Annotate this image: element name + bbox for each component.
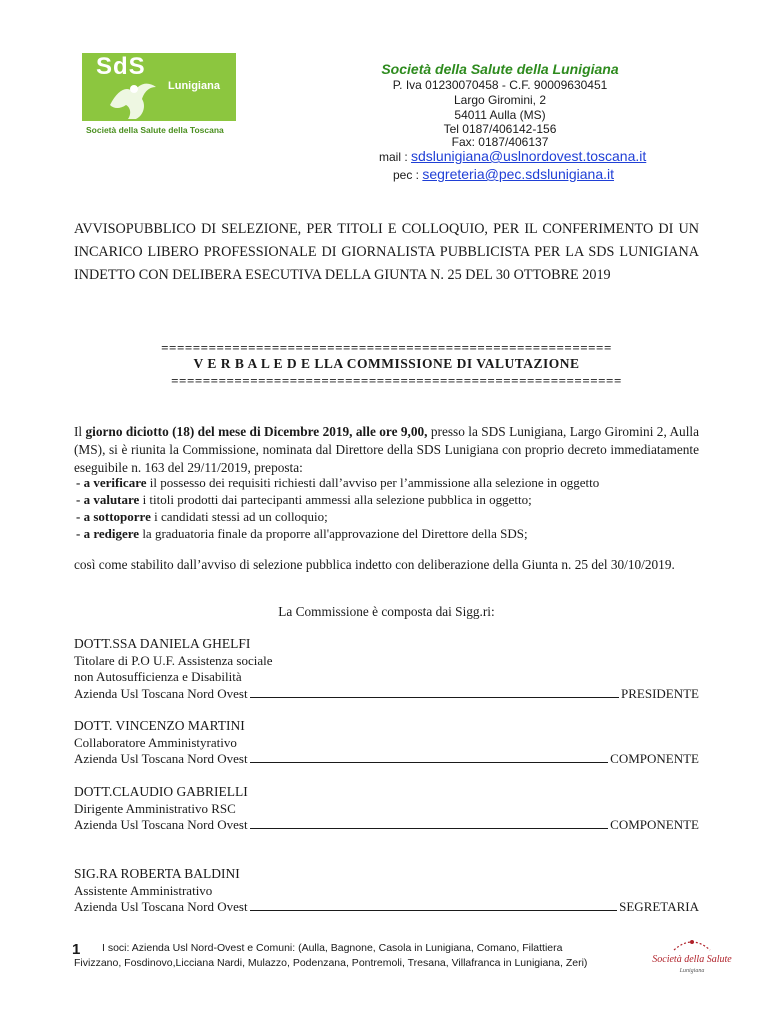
task-verb: - a valutare [76, 492, 140, 507]
member-president [74, 636, 699, 702]
footer-logo-arc-icon [652, 932, 732, 954]
list-item [76, 491, 532, 509]
member-role: non Autosufficienza e Disabilità [74, 669, 242, 684]
list-item [76, 508, 328, 526]
member-role: Assistente Amministrativo [74, 882, 213, 898]
task-text: i candidati stessi ad un colloquio; [150, 509, 328, 524]
member-position: COMPONENTE [610, 751, 699, 766]
member-signature-row [74, 899, 699, 916]
signature-line [250, 900, 618, 911]
task-text: il possesso dei requisiti richiesti dall’avviso per l’ammissione alla selezione in oggetto [146, 475, 600, 490]
mail-label: mail : [379, 150, 408, 164]
separator-bottom: ========================================================= [171, 373, 622, 388]
footer-logo-sub: Lunigiana [679, 968, 705, 974]
stabilito-paragraph: così come stabilito dall’avviso di selezione pubblica indetto con deliberazione della Giunta n. 25 del 30/10/2019. [74, 557, 675, 572]
member-signature-row [74, 817, 699, 834]
mail-row [379, 148, 646, 164]
task-verb: - a redigere [76, 526, 140, 541]
pec-row [393, 166, 614, 182]
member-role: Collaboratore Amministyrativo [74, 734, 237, 750]
member-position: PRESIDENTE [621, 685, 699, 701]
footer-logo [652, 932, 732, 976]
document-title: AVVISOPUBBLICO DI SELEZIONE, PER TITOLI E COLLOQUIO, PER IL CONFERIMENTO DI UN INCARICO LIBERO PROFESSIONALE DI GIORNALISTA PUBBLICISTA PER LA SDS LUNIGIANA INDETTO CON DELIBERA ESECUTIVA DELLA GIUNTA N. 25 DEL 30 OTTOBRE 2019 [74, 221, 699, 283]
signature-line [250, 752, 609, 763]
list-item [76, 525, 528, 543]
intro-date: giorno diciotto (18) del mese di Dicembre 2019, alle ore 9,00, [85, 424, 428, 439]
footer-logo-text: Società della Salute [652, 954, 732, 965]
piva: P. Iva 01230070458 - C.F. 90009630451 [392, 78, 608, 92]
member-name: DOTT.CLAUDIO GABRIELLI [74, 784, 248, 799]
task-verb: - a verificare [76, 475, 147, 490]
signature-line [250, 687, 619, 698]
intro-paragraph [74, 423, 699, 477]
tel: Tel 0187/406142-156 [443, 122, 557, 136]
logo-brand: SdS [96, 53, 146, 80]
address-line-1: Largo Giromini, 2 [453, 93, 547, 107]
list-item [76, 474, 599, 492]
member-signature-row [74, 751, 699, 768]
address-line-2: 54011 Aulla (MS) [454, 108, 546, 122]
logo-region: Lunigiana [168, 80, 220, 92]
page-number: 1 [72, 941, 81, 958]
member-org: Azienda Usl Toscana Nord Ovest [74, 899, 248, 914]
member-role: Titolare di P.O U.F. Assistenza sociale [74, 652, 273, 668]
pec-link[interactable]: segreteria@pec.sdslunigiana.it [422, 166, 615, 182]
separator-top: ========================================================= [161, 340, 612, 355]
intro-rest: presso la SDS Lunigiana, Largo Giromini 2, Aulla (MS), si è riunita la Commissione, nominata dal Direttore della SDS Lunigiana con proprio decreto immediatamente eseguibile n. 163 del 29/11/2019, preposta: [74, 424, 699, 475]
member-component-1 [74, 718, 699, 768]
footer-partners [74, 941, 654, 971]
member-secretary [74, 866, 699, 916]
member-component-2 [74, 784, 699, 834]
composition-intro: La Commissione è composta dai Sigg.ri: [278, 604, 495, 619]
member-name: DOTT.SSA DANIELA GHELFI [74, 636, 251, 651]
member-position: COMPONENTE [610, 817, 699, 832]
sds-logo [82, 53, 242, 139]
task-verb: - a sottoporre [76, 509, 151, 524]
task-text: i titoli prodotti dai partecipanti ammessi alla selezione pubblica in oggetto; [139, 492, 532, 507]
member-org: Azienda Usl Toscana Nord Ovest [74, 685, 248, 701]
member-org: Azienda Usl Toscana Nord Ovest [74, 817, 248, 832]
org-name: Società della Salute della Lunigiana [381, 61, 619, 77]
intro-prefix: Il [74, 424, 86, 439]
signature-line [250, 818, 609, 829]
member-signature-row [74, 686, 699, 703]
pec-label: pec : [393, 168, 420, 182]
footer-line-2: Fivizzano, Fosdinovo,Licciana Nardi, Mulazzo, Podenzana, Pontremoli, Tresana, Villafranca in Lunigiana, Zeri) [74, 957, 588, 969]
task-text: la graduatoria finale da proporre all'approvazione del Direttore della SDS; [139, 526, 528, 541]
verbale-heading: V E R B A L E D E LLA COMMISSIONE DI VALUTAZIONE [193, 356, 580, 371]
member-name: SIG.RA ROBERTA BALDINI [74, 866, 240, 881]
fax: Fax: 0187/406137 [451, 135, 549, 149]
footer-line-1: I soci: Azienda Usl Nord-Ovest e Comuni: (Aulla, Bagnone, Casola in Lunigiana, Comano, Filattiera [102, 942, 563, 954]
logo-caption: Società della Salute della Toscana [86, 125, 224, 135]
member-position: SEGRETARIA [619, 899, 699, 914]
member-org: Azienda Usl Toscana Nord Ovest [74, 751, 248, 766]
member-role: Dirigente Amministrativo RSC [74, 800, 236, 816]
logo-figure-icon [104, 75, 160, 121]
member-name: DOTT. VINCENZO MARTINI [74, 718, 245, 733]
mail-link[interactable]: sdslunigiana@uslnordovest.toscana.it [411, 148, 647, 164]
